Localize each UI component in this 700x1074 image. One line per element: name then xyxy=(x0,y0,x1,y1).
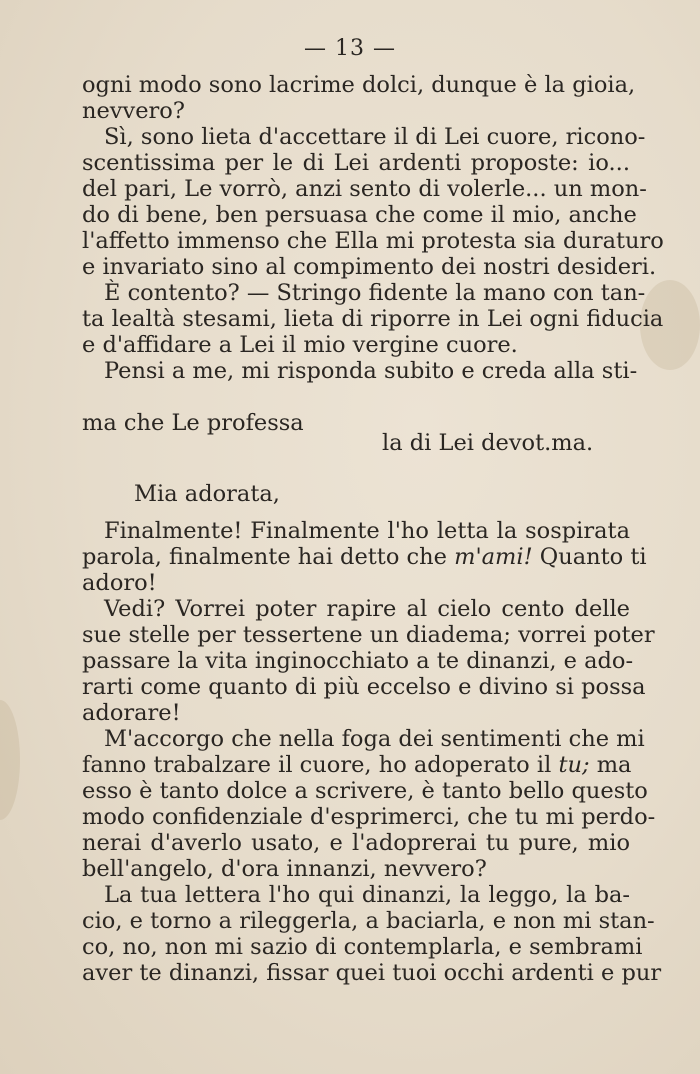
text-line xyxy=(82,752,630,778)
text-line: Pensi a me, mi risponda subito e creda alla sti- xyxy=(104,358,638,384)
signature: la di Lei devot.ma. xyxy=(382,430,594,456)
letter-two-body xyxy=(82,518,662,986)
letter-one-body xyxy=(82,72,664,384)
emphasis: m'ami! xyxy=(454,544,533,570)
text-line: cio, e torno a rileggerla, a baciarla, e non mi stan- xyxy=(82,908,655,934)
text-line: La tua lettera l'ho qui dinanzi, la leggo, la ba- xyxy=(104,882,630,908)
paper-stain xyxy=(0,700,20,820)
text-line: ta lealtà stesami, lieta di riporre in Lei ogni fiducia xyxy=(82,306,664,332)
text-line: Sì, sono lieta d'accettare il di Lei cuore, ricono- xyxy=(104,124,646,150)
text-line: È contento? — Stringo fidente la mano con tan- xyxy=(104,280,646,306)
text-line: M'accorgo che nella foga dei sentimenti che mi xyxy=(104,726,645,752)
text-line: rarti come quanto di più eccelso e divino si possa xyxy=(82,674,646,700)
text-line xyxy=(82,544,647,570)
text-line: adoro! xyxy=(82,570,157,596)
page-number: — 13 — xyxy=(304,36,396,61)
text-line: nevvero? xyxy=(82,98,185,124)
text-line: ogni modo sono lacrime dolci, dunque è la gioia, xyxy=(82,72,636,98)
text-line: adorare! xyxy=(82,700,181,726)
text-span: parola, finalmente hai detto che xyxy=(82,544,455,570)
text-line: del pari, Le vorrò, anzi sento di volerle... un mon- xyxy=(82,176,647,202)
text-line: esso è tanto dolce a scrivere, è tanto bello questo xyxy=(82,778,648,804)
salutation: Mia adorata, xyxy=(134,481,280,507)
text-line: do di bene, ben persuasa che come il mio, anche xyxy=(82,202,637,228)
text-line: bell'angelo, d'ora innanzi, nevvero? xyxy=(82,856,487,882)
text-line: l'affetto immenso che Ella mi protesta sia duraturo xyxy=(82,228,664,254)
text-line: nerai d'averlo usato, e l'adoprerai tu pure, mio xyxy=(82,830,630,856)
text-line: modo confidenziale d'esprimerci, che tu mi perdo- xyxy=(82,804,656,830)
closing-text: ma che Le professa xyxy=(82,410,304,436)
text-span: ma xyxy=(589,752,632,778)
text-line: Vedi? Vorrei poter rapire al cielo cento delle xyxy=(104,596,630,622)
text-span: Quanto ti xyxy=(532,544,647,570)
text-line: sue stelle per tessertene un diadema; vorrei poter xyxy=(82,622,655,648)
text-line: passare la vita inginocchiato a te dinanzi, e ado- xyxy=(82,648,634,674)
emphasis: tu; xyxy=(558,752,590,778)
text-line: aver te dinanzi, fissar quei tuoi occhi ardenti e pur xyxy=(82,960,662,986)
text-line: scentissima per le di Lei ardenti proposte: io... xyxy=(82,150,630,176)
text-span: fanno trabalzare il cuore, ho adoperato il xyxy=(82,752,559,778)
text-line: Finalmente! Finalmente l'ho letta la sospirata xyxy=(104,518,630,544)
text-line: e invariato sino al compimento dei nostri desideri. xyxy=(82,254,657,280)
letter-one-closing xyxy=(82,410,630,470)
text-line: e d'affidare a Lei il mio vergine cuore. xyxy=(82,332,518,358)
text-line: co, no, non mi sazio di contemplarla, e sembrami xyxy=(82,934,643,960)
